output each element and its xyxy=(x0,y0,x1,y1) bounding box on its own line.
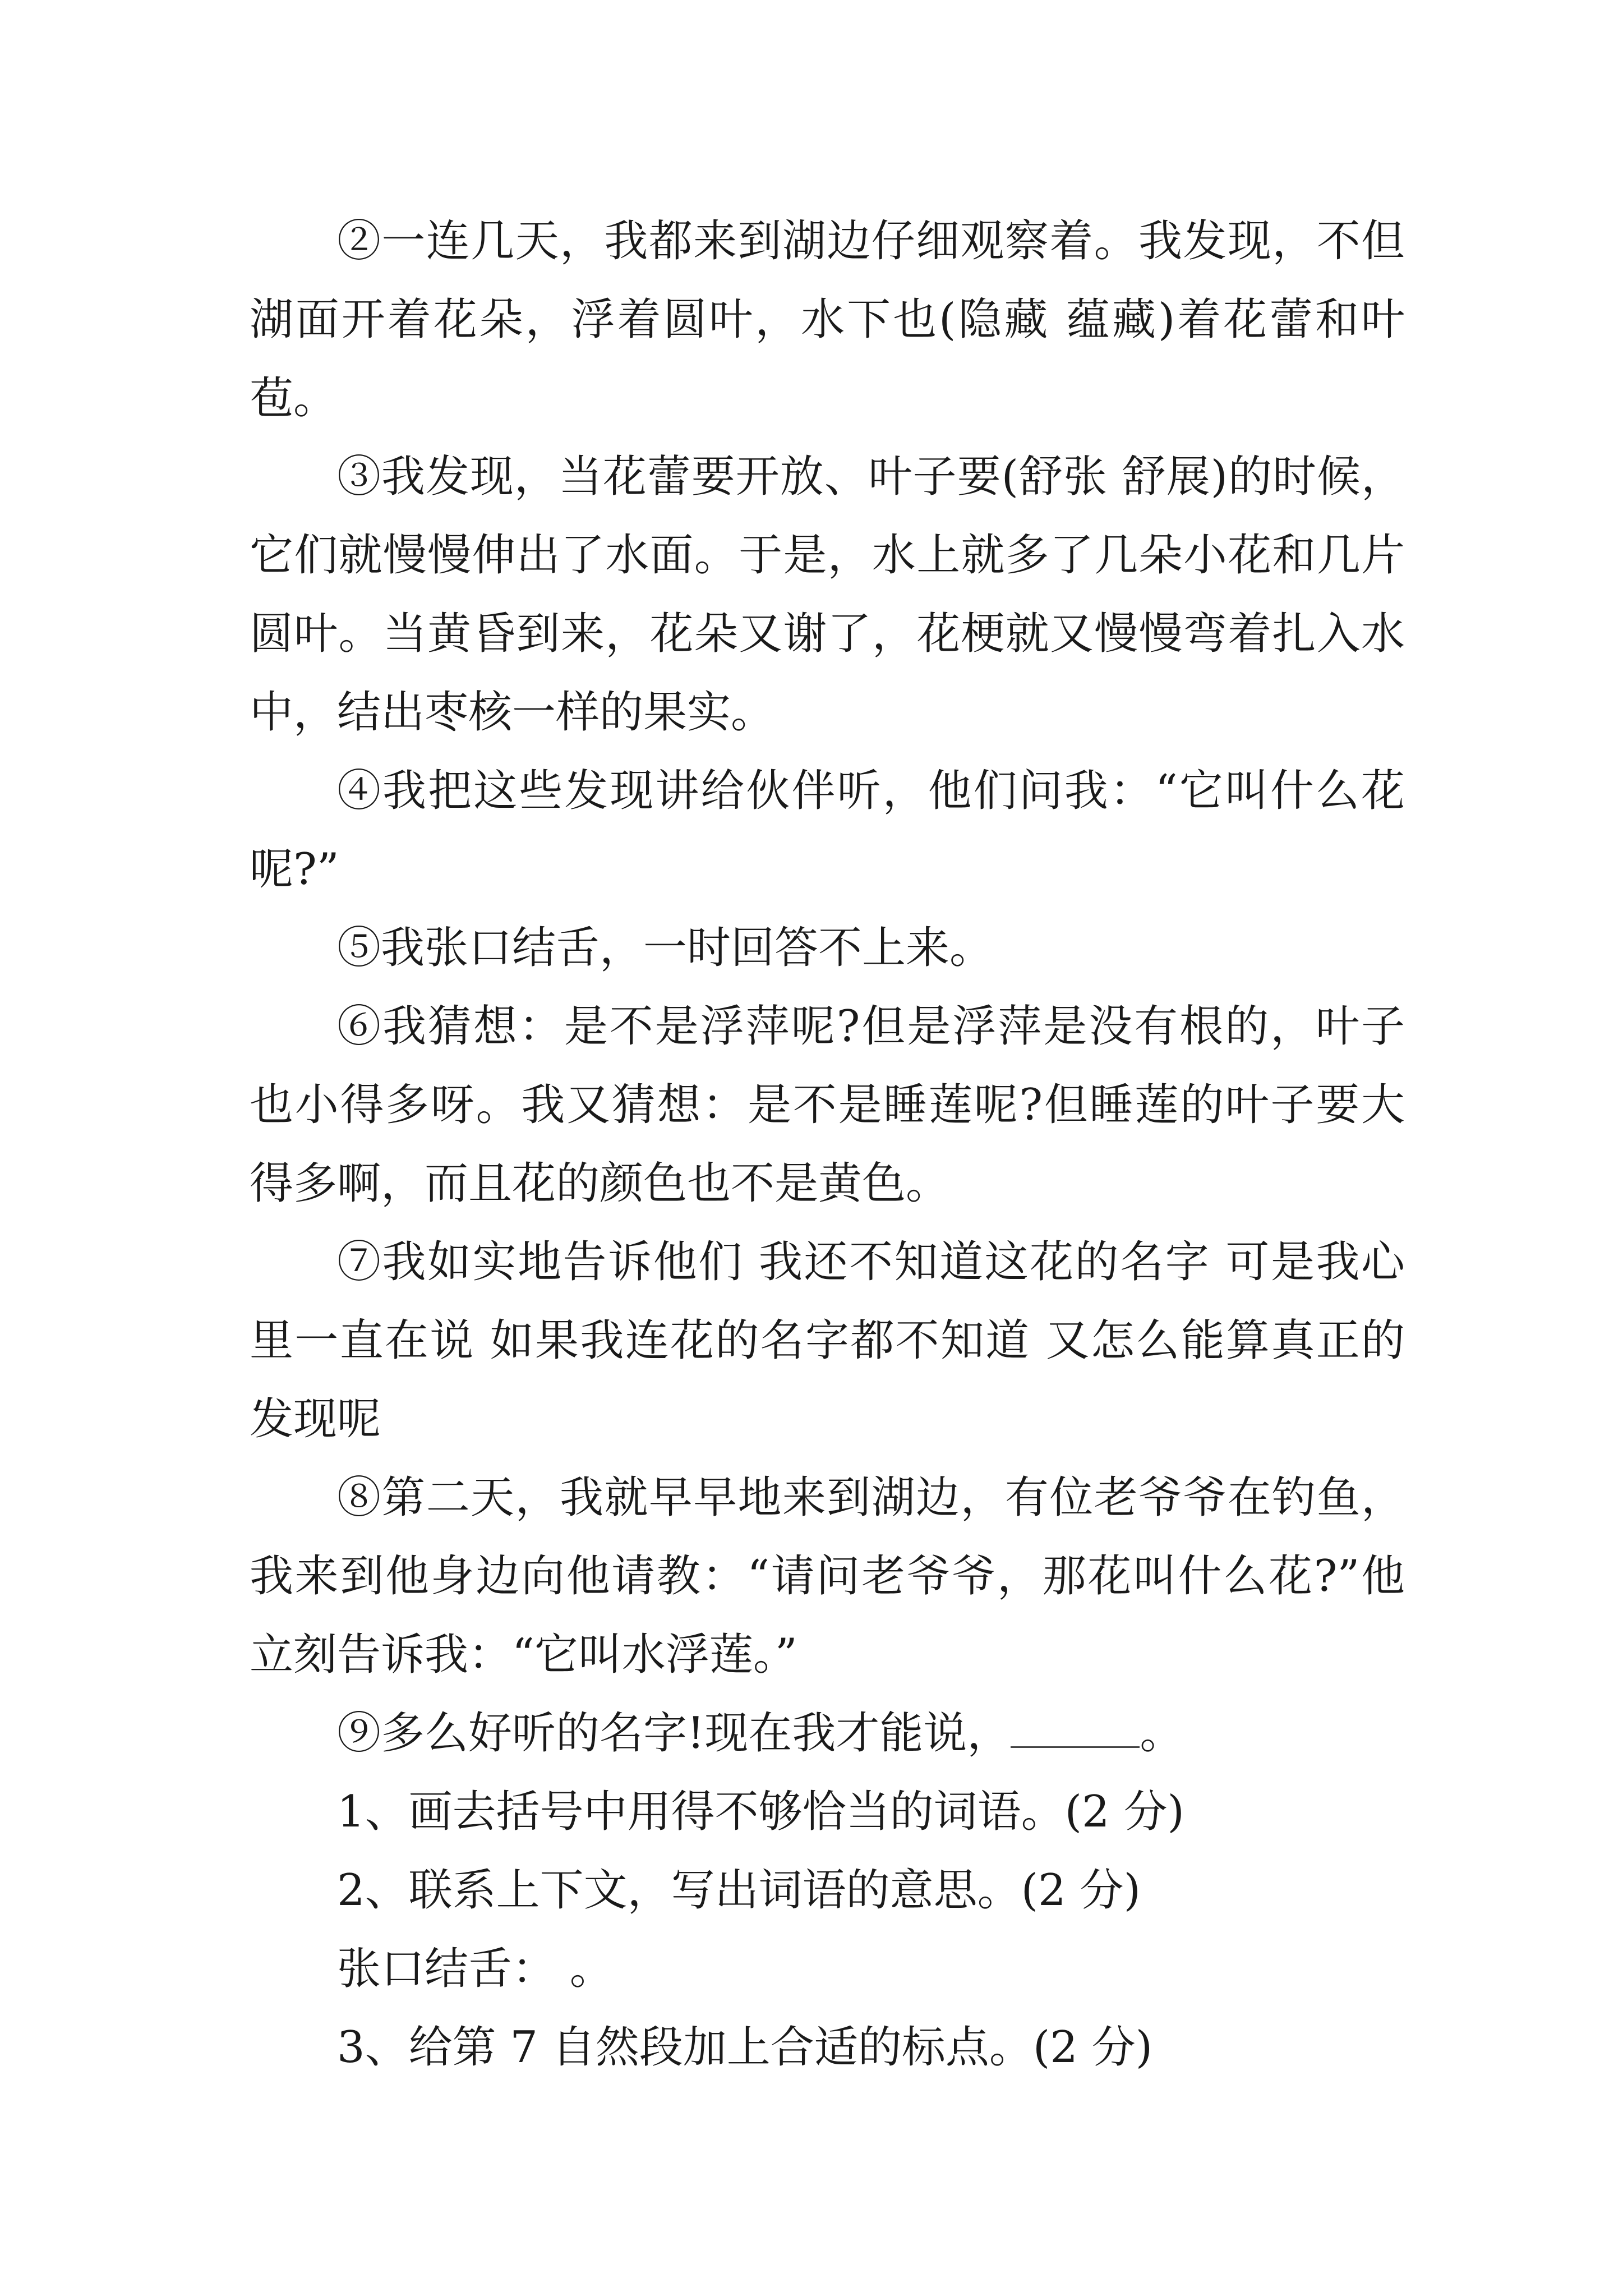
paragraph-7: ⑦我如实地告诉他们 我还不知道这花的名字 可是我心里一直在说 如果我连花的名字都不知道 又怎么能算真正的发现呢 xyxy=(250,1237,1405,1444)
paragraph-9-text: ⑨多么好听的名字!现在我才能说， xyxy=(337,1708,1011,1759)
document-page xyxy=(250,202,1405,2087)
paragraph-9 xyxy=(250,1694,1405,1773)
paragraph-6: ⑥我猜想：是不是浮萍呢?但是浮萍是没有根的，叶子也小得多呀。我又猜想：是不是睡莲呢?但睡莲的叶子要大得多啊，而且花的颜色也不是黄色。 xyxy=(250,1001,1405,1209)
question-2-answer-line: 张口结舌： 。 xyxy=(337,1944,614,1994)
paragraph-4: ④我把这些发现讲给伙伴听，他们问我：“它叫什么花呢?” xyxy=(250,766,1405,895)
paragraph-9-end: 。 xyxy=(1140,1708,1184,1759)
paragraph-3: ③我发现，当花蕾要开放、叶子要(舒张 舒展)的时候，它们就慢慢伸出了水面。于是，水上就多了几朵小花和几片圆叶。当黄昏到来，花朵又谢了，花梗就又慢慢弯着扎入水中，结出枣核一样的果实。 xyxy=(250,452,1405,738)
paragraph-2: ②一连几天，我都来到湖边仔细观察着。我发现，不但湖面开着花朵，浮着圆叶，水下也(隐藏 蕴藏)着花蕾和叶苞。 xyxy=(250,216,1405,424)
question-1: 1、画去括号中用得不够恰当的词语。(2 分) xyxy=(337,1787,1184,1837)
paragraph-5: ⑤我张口结舌，一时回答不上来。 xyxy=(337,923,994,973)
paragraph-8: ⑧第二天，我就早早地来到湖边，有位老爷爷在钓鱼，我来到他身边向他请教：“请问老爷爷，那花叫什么花?”他立刻告诉我：“它叫水浮莲。” xyxy=(250,1473,1405,1680)
answer-blank[interactable] xyxy=(1011,1713,1140,1748)
question-3: 3、给第 7 自然段加上合适的标点。(2 分) xyxy=(337,2022,1153,2073)
question-2: 2、联系上下文，写出词语的意思。(2 分) xyxy=(337,1865,1141,1916)
